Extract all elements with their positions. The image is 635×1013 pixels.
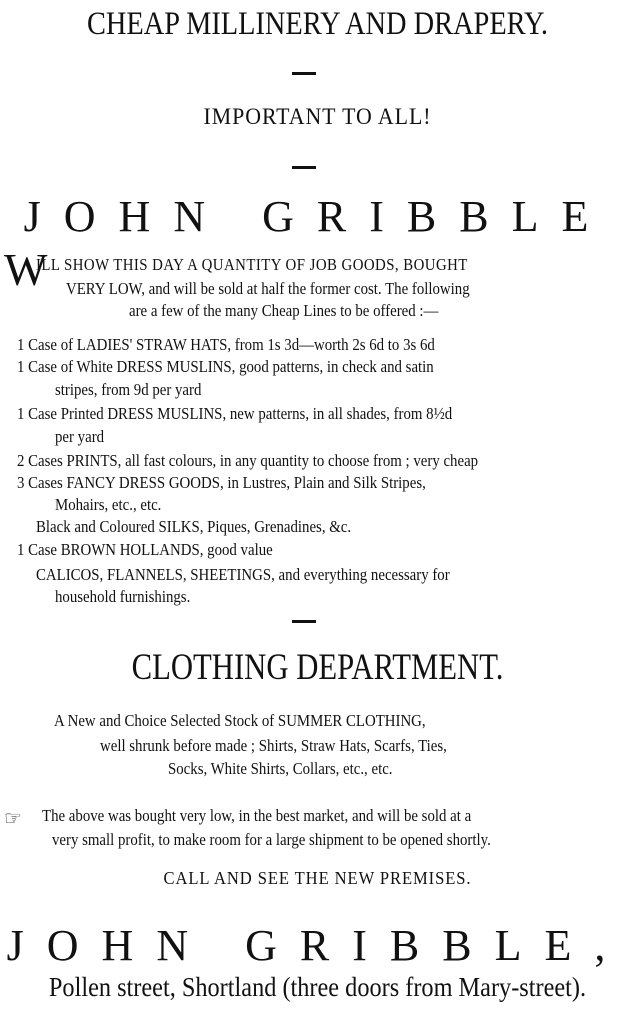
merchant-name-footer: JOHN GRIBBLE,: [6, 921, 629, 970]
clothing-heading: CLOTHING DEPARTMENT.: [131, 647, 504, 688]
intro-line: VERY LOW, and will be sold at half the former cost. The following: [66, 279, 470, 298]
intro-line: are a few of the many Cheap Lines to be offered :—: [129, 301, 439, 320]
clothing-line: Socks, White Shirts, Collars, etc., etc.: [168, 759, 393, 778]
list-item: Black and Coloured SILKS, Piques, Grenadines, &c.: [36, 517, 352, 536]
drop-cap: W: [4, 244, 48, 295]
divider-rule: [292, 72, 316, 75]
clothing-line: A New and Choice Selected Stock of SUMMER CLOTHING,: [54, 711, 426, 730]
notice-line: The above was bought very low, in the best market, and will be sold at a: [42, 806, 472, 825]
list-item: 1 Case Printed DRESS MUSLINS, new patterns, in all shades, from 8½d: [17, 404, 453, 423]
list-item: Mohairs, etc., etc.: [55, 495, 162, 514]
merchant-name: JOHN GRIBBLE: [23, 192, 612, 241]
call-to-action: CALL AND SEE THE NEW PREMISES.: [163, 868, 472, 888]
ad-subheadline: IMPORTANT TO ALL!: [203, 104, 432, 129]
clothing-line: well shrunk before made ; Shirts, Straw Hats, Scarfs, Ties,: [100, 736, 447, 755]
list-item: CALICOS, FLANNELS, SHEETINGS, and everything necessary for: [36, 565, 450, 584]
list-item: stripes, from 9d per yard: [55, 380, 202, 399]
list-item: per yard: [55, 427, 105, 446]
pointing-hand-icon: ☞: [4, 808, 22, 830]
intro-line: ILL SHOW THIS DAY A QUANTITY OF JOB GOODS, BOUGHT: [36, 255, 468, 274]
merchant-address: Pollen street, Shortland (three doors from Mary-street).: [48, 972, 587, 1002]
list-item: 1 Case BROWN HOLLANDS, good value: [17, 540, 273, 559]
list-item: 2 Cases PRINTS, all fast colours, in any quantity to choose from ; very cheap: [17, 451, 479, 470]
list-item: 1 Case of LADIES' STRAW HATS, from 1s 3d—worth 2s 6d to 3s 6d: [17, 335, 435, 354]
notice-line: very small profit, to make room for a large shipment to be opened shortly.: [52, 830, 491, 849]
divider-rule: [292, 166, 316, 169]
list-item: 3 Cases FANCY DRESS GOODS, in Lustres, Plain and Silk Stripes,: [17, 473, 426, 492]
list-item: 1 Case of White DRESS MUSLINS, good patterns, in check and satin: [17, 357, 434, 376]
ad-headline: CHEAP MILLINERY AND DRAPERY.: [87, 6, 548, 42]
list-item: household furnishings.: [55, 587, 191, 606]
divider-rule: [292, 620, 316, 623]
